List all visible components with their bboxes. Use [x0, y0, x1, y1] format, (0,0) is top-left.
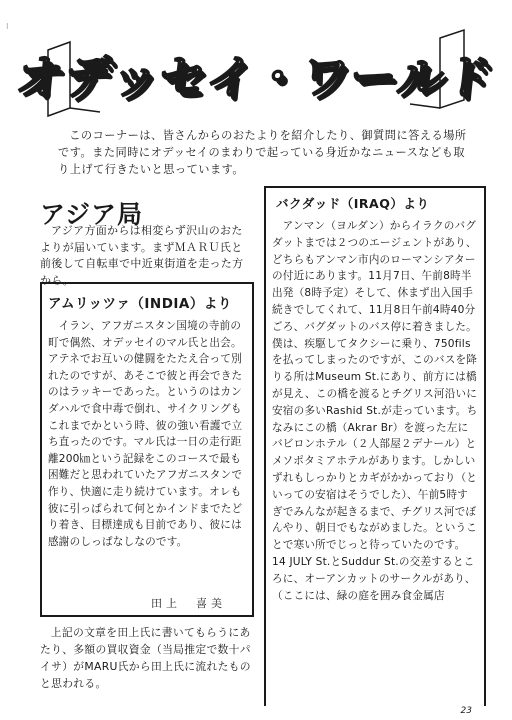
iraq-letter-body	[266, 214, 484, 604]
iraq-letter-title: バクダッド（IRAQ）より	[276, 196, 430, 211]
margin-mark: ⁝	[6, 22, 9, 31]
asia-intro	[40, 223, 252, 289]
india-letter-signature: 田上 喜美	[151, 597, 226, 610]
title-banner	[13, 20, 496, 128]
india-letter-text: イラン、アフガニスタン国境の寺前の町で偶然、オデッセイのマル氏と出会。アテネでお互いの健闘をたたえ合って別れたのですが、あそこで彼と再会できたのはラッキーであった。というのはカンダハルで食中毒で倒れ、サイクリングもこれまでかという時、彼の強い看護で立ち直ったのです。マル氏は一日の走行距離200㎞という記録をこのコースで最も困難だと思われていたアフガニスタンで作り、快適に走り続けています。オレも彼に引っぱられて何とかインドまでたどり着き、目標達成も目前であり、彼には感謝のしっぱなしなのです。	[48, 320, 243, 548]
india-letter-box	[40, 282, 254, 617]
editor-note-text: 上記の文章を田上氏に書いてもらうにあたり、多額の買収資金（当局推定で数十パイサ）がMARU氏から田上氏に流れたものと思われる。	[40, 626, 251, 690]
asia-intro-text: アジア方面からは相変らず沢山のおたよりが届いています。まずＭＡＲＵ氏と前後して自転車で中近東街道を走った方から。	[40, 224, 244, 287]
page-number: 23	[460, 706, 472, 716]
iraq-letter-text: アンマン（ヨルダン）からイラクのバグダットまでは２つのエージェントがあり、どちらもアンマン市内のローマンシアターの付近にあります。11月7日、午前8時半出発（8時予定）そして、休まず出入国手続きでしてくれて、11月8日午前4時40分ごろ、バグダットのバス停に着きました。僕は、疾駆してタクシーに乗り、750filsを払ってしまったのですが、このバスを降りる所はMuseum St.にあり、前方には橋が見え、この橋を渡るとチグリス河沿いに安宿の多いRashid St.が走っています。ちなみにこの橋（Akrar Br）を渡った左にバビロンホテル（２人部屋２デナール）とメソポタミアホテルがあります。しかしいずれもしっかりとカギがかかっており（といっての安宿はそうでした）、午前5時すぎでみんなが起きるまで、チグリス河でぼんやり、朝日でもながめました。ということで寒い所でじっと待っていたのです。14 JULY St.とSuddur St.の交差するところに、オーアンカットのサークルがあり、（ここには、緑の庭を囲み食金属店	[272, 220, 478, 602]
india-letter-title: アムリッツァ（INDIA）より	[48, 296, 232, 312]
intro-text: このコーナーは、皆さんからのおたよりを紹介したり、御質問に答える場所です。また同時にオデッセイのまわりで起っている身近かなニュースなども取り上げて行きたいと思っています。	[58, 129, 467, 176]
page-title: オデッセイ・ワールド	[13, 50, 496, 104]
iraq-letter-box	[264, 186, 486, 706]
editor-note	[40, 624, 254, 692]
asia-heading: アジア局	[40, 200, 144, 229]
intro-paragraph	[58, 127, 468, 178]
india-letter-body	[42, 314, 252, 550]
